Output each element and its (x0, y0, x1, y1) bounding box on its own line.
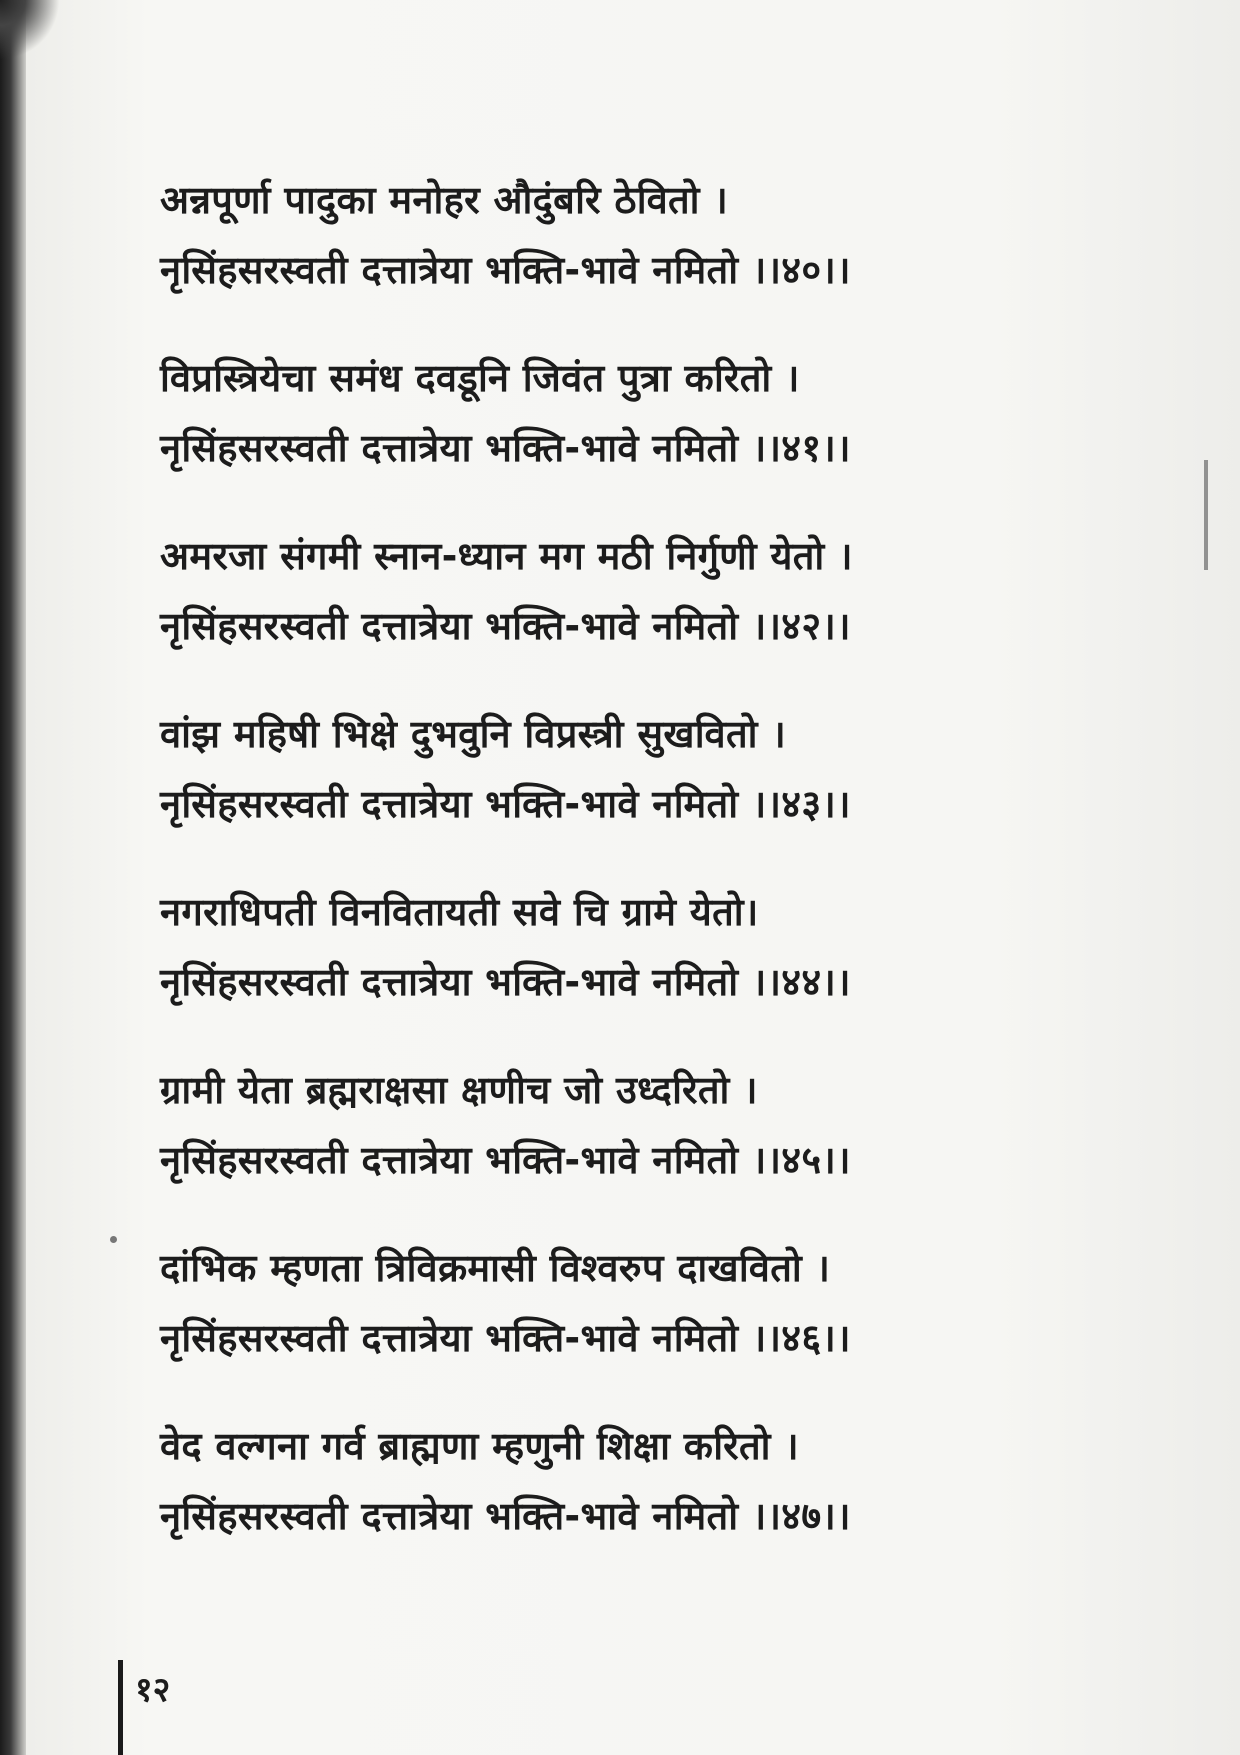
verse-44 (160, 877, 1160, 1017)
page-corner-shadow (0, 0, 60, 60)
verse-refrain: नृसिंहसरस्वती दत्तात्रेया भक्ति-भावे नमितो ।।४२।। (160, 604, 851, 648)
verse-45 (160, 1055, 1160, 1195)
verse-line: अन्नपूर्णा पादुका मनोहर औदुंबरि ठेवितो । (160, 178, 729, 222)
verse-refrain: नृसिंहसरस्वती दत्तात्रेया भक्ति-भावे नमितो ।।४५।। (160, 1138, 851, 1182)
page-number: १२ (135, 1670, 171, 1710)
page-binding-shadow (0, 0, 26, 1755)
verse-refrain: नृसिंहसरस्वती दत्तात्रेया भक्ति-भावे नमितो ।।४१।। (160, 426, 851, 470)
verse-line: वांझ महिषी भिक्षे दुभवुनि विप्रस्त्री सुखवितो । (160, 712, 787, 756)
verse-line: ग्रामी येता ब्रह्मराक्षसा क्षणीच जो उध्दरितो । (160, 1068, 758, 1112)
verse-line: नगराधिपती विनवितायती सवे चि ग्रामे येतो। (160, 890, 759, 934)
verse-line: वेद वल्गना गर्व ब्राह्मणा म्हणुनी शिक्षा करितो । (160, 1424, 800, 1468)
verse-40 (160, 165, 1160, 305)
verse-43 (160, 699, 1160, 839)
verse-refrain: नृसिंहसरस्वती दत्तात्रेया भक्ति-भावे नमितो ।।४०।। (160, 248, 851, 292)
footer-rule (118, 1660, 123, 1755)
verse-line: अमरजा संगमी स्नान-ध्यान मग मठी निर्गुणी येतो । (160, 534, 853, 578)
verse-47 (160, 1411, 1160, 1551)
verse-list (160, 165, 1160, 1589)
verse-line: दांभिक म्हणता त्रिविक्रमासी विश्वरुप दाखवितो । (160, 1246, 831, 1290)
page-edge-mark (1204, 460, 1208, 570)
verse-refrain: नृसिंहसरस्वती दत्तात्रेया भक्ति-भावे नमितो ।।४७।। (160, 1494, 851, 1538)
verse-46 (160, 1233, 1160, 1373)
verse-refrain: नृसिंहसरस्वती दत्तात्रेया भक्ति-भावे नमितो ।।४६।। (160, 1316, 851, 1360)
verse-42 (160, 521, 1160, 661)
verse-41 (160, 343, 1160, 483)
verse-line: विप्रस्त्रियेचा समंध दवडूनि जिवंत पुत्रा करितो । (160, 356, 800, 400)
verse-refrain: नृसिंहसरस्वती दत्तात्रेया भक्ति-भावे नमितो ।।४४।। (160, 960, 851, 1004)
ink-dot (110, 1236, 117, 1243)
verse-refrain: नृसिंहसरस्वती दत्तात्रेया भक्ति-भावे नमितो ।।४३।। (160, 782, 851, 826)
